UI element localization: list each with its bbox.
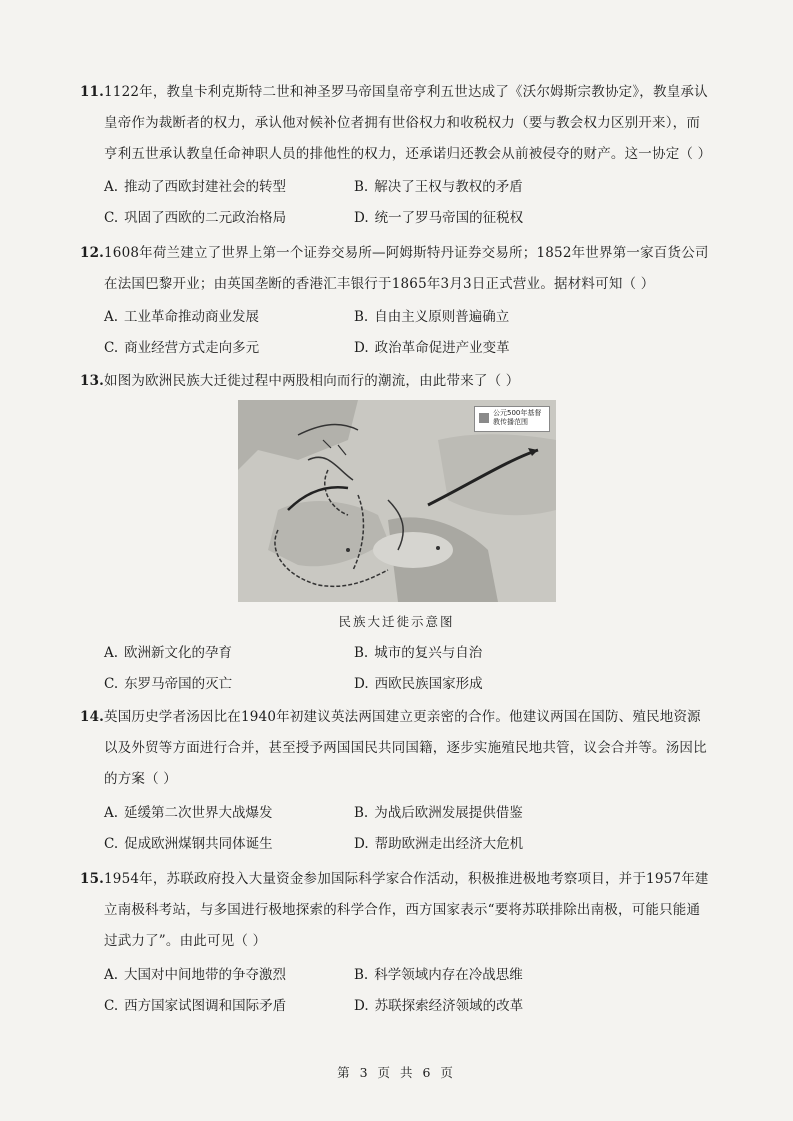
option-a[interactable]: A. 推动了西欧封建社会的转型 (104, 179, 287, 195)
option-c[interactable]: C. 巩固了西欧的二元政治格局 (104, 210, 287, 226)
question-14 (80, 702, 720, 795)
question-text-line: 1608年荷兰建立了世界上第一个证券交易所—阿姆斯特丹证券交易所；1852年世界第一家百货公司 (104, 245, 709, 261)
option-a[interactable]: A. 工业革命推动商业发展 (104, 309, 260, 325)
question-11 (80, 77, 720, 170)
option-d[interactable]: D. 帮助欧洲走出经济大危机 (354, 836, 524, 852)
question-text-line: 立南极科考站，与多国进行极地探索的科学合作，西方国家表示“要将苏联排除出南极，可能只能通 (104, 902, 701, 918)
option-b[interactable]: B. 科学领域内存在冷战思维 (354, 967, 523, 983)
options-12 (104, 302, 704, 364)
page-footer: 第 3 页 共 6 页 (337, 1065, 456, 1080)
question-number: 11. (80, 84, 105, 100)
option-a[interactable]: A. 大国对中间地带的争夺激烈 (104, 967, 287, 983)
option-c[interactable]: C. 商业经营方式走向多元 (104, 340, 260, 356)
option-a[interactable]: A. 欧洲新文化的孕育 (104, 645, 233, 661)
question-13 (80, 366, 720, 397)
options-11 (104, 172, 704, 234)
question-text-line: 1122年，教皇卡利克斯特二世和神圣罗马帝国皇帝亨利五世达成了《沃尔姆斯宗教协定》，教皇承认 (104, 84, 708, 100)
question-text-line: 在法国巴黎开业；由英国垄断的香港汇丰银行于1865年3月3日正式营业。据材料可知（ ） (104, 276, 655, 292)
question-text-line: 过武力了”。由此可见（ ） (104, 933, 267, 949)
option-d[interactable]: D. 统一了罗马帝国的征税权 (354, 210, 524, 226)
migration-map-figure (238, 400, 556, 602)
option-b[interactable]: B. 自由主义原则普遍确立 (354, 309, 510, 325)
question-text-line: 如图为欧洲民族大迁徙过程中两股相向而行的潮流，由此带来了（ ） (104, 373, 520, 389)
option-b[interactable]: B. 解决了王权与教权的矛盾 (354, 179, 523, 195)
question-text-line: 的方案（ ） (104, 771, 177, 787)
option-a[interactable]: A. 延缓第二次世界大战爆发 (104, 805, 273, 821)
options-14 (104, 798, 704, 860)
figure-caption: 民族大迁徙示意图 (338, 614, 455, 629)
question-text-line: 皇帝作为裁断者的权力，承认他对候补位者拥有世俗权力和收税权力（要与教会权力区别开来），而 (104, 115, 701, 131)
question-number: 13. (80, 373, 105, 389)
map-legend (474, 406, 550, 432)
legend-text: 公元500年基督教传播范围 (493, 409, 542, 426)
question-15 (80, 864, 720, 957)
option-c[interactable]: C. 东罗马帝国的灭亡 (104, 676, 233, 692)
options-15 (104, 960, 704, 1022)
option-b[interactable]: B. 为战后欧洲发展提供借鉴 (354, 805, 523, 821)
option-b[interactable]: B. 城市的复兴与自治 (354, 645, 483, 661)
question-number: 15. (80, 871, 105, 887)
option-d[interactable]: D. 苏联探索经济领域的改革 (354, 998, 524, 1014)
question-number: 14. (80, 709, 105, 725)
option-c[interactable]: C. 西方国家试图调和国际矛盾 (104, 998, 287, 1014)
question-text-line: 1954年，苏联政府投入大量资金参加国际科学家合作活动，积极推进极地考察项目，并于1957年建 (104, 871, 709, 887)
option-d[interactable]: D. 西欧民族国家形成 (354, 676, 483, 692)
question-12 (80, 238, 720, 300)
option-c[interactable]: C. 促成欧洲煤钢共同体诞生 (104, 836, 273, 852)
question-text-line: 英国历史学者汤因比在1940年初建议英法两国建立更亲密的合作。他建议两国在国防、殖民地资源 (104, 709, 701, 725)
option-d[interactable]: D. 政治革命促进产业变革 (354, 340, 510, 356)
options-13 (104, 638, 704, 700)
question-number: 12. (80, 245, 105, 261)
question-text-line: 亨利五世承认教皇任命神职人员的排他性的权力，还承诺归还教会从前被侵夺的财产。这一协定（ ） (104, 146, 712, 162)
legend-swatch (479, 413, 489, 423)
question-text-line: 以及外贸等方面进行合并，甚至授予两国国民共同国籍，逐步实施殖民地共管，议会合并等。汤因比 (104, 740, 707, 756)
